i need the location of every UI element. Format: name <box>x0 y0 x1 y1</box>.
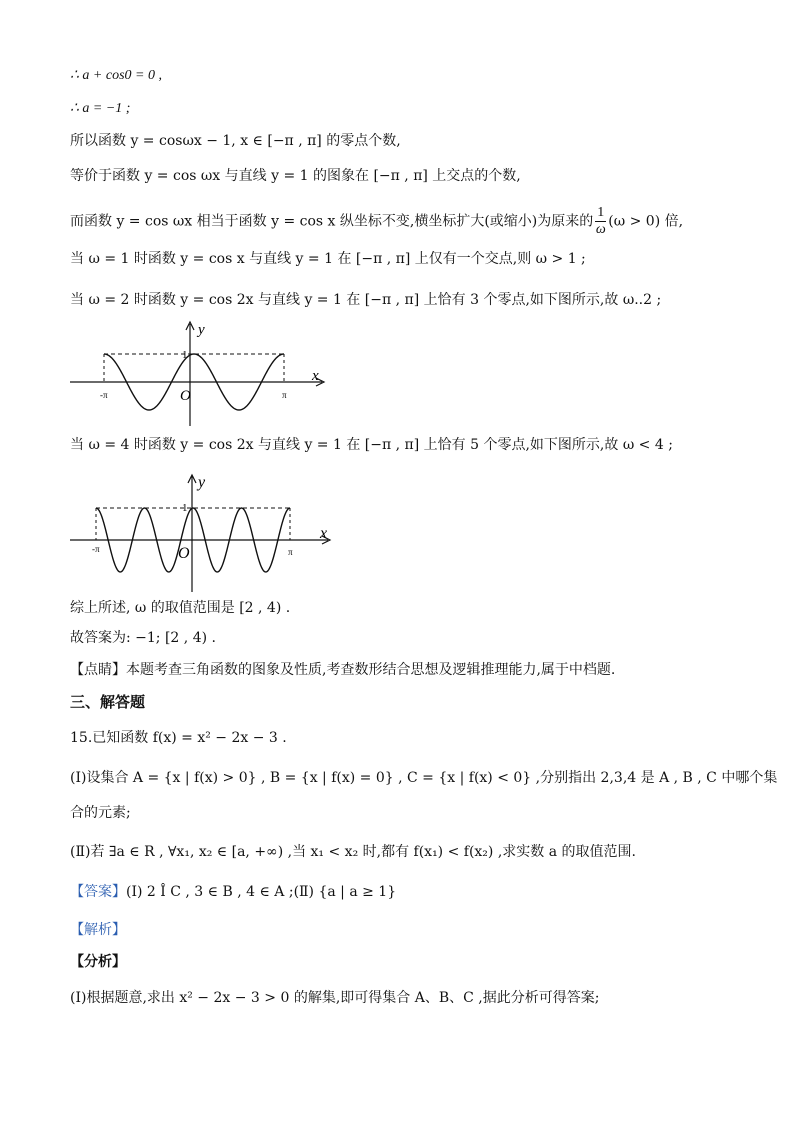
answer-tag: 【答案】 <box>70 884 126 900</box>
text-line: 等价于函数 y = cos ωx 与直线 y = 1 的图象在 [−π , π] 上交点的个数, <box>70 168 521 184</box>
text-line: 当 ω = 1 时函数 y = cos x 与直线 y = 1 在 [−π , π] 上仅有一个交点,则 ω > 1 ; <box>70 251 586 267</box>
one-label: 1 <box>182 502 188 514</box>
problem-part-2: (Ⅱ)若 ∃a ∈ R , ∀x₁, x₂ ∈ [a, +∞) ,当 x₁ < x₂ 时,都有 f(x₁) < f(x₂) ,求实数 a 的取值范围. <box>70 844 636 860</box>
text-line: (Ⅰ)根据题意,求出 x² − 2x − 3 > 0 的解集,即可得集合 A、B、C ,据此分析可得答案; <box>70 990 600 1006</box>
one-label: 1 <box>182 349 188 361</box>
analysis-tag: 【解析】 <box>70 922 126 938</box>
text-line <box>70 205 683 238</box>
right-bound-label: π <box>282 390 287 400</box>
x-axis-label: x <box>312 368 319 384</box>
cosine-graph-omega-4 <box>70 470 335 595</box>
text-segment: 而函数 y = cos ωx 相当于函数 y = cos x 纵坐标不变,横坐标扩大(或缩小)为原来的 <box>70 213 594 230</box>
cosine-graph-omega-2 <box>70 318 330 428</box>
solution-tag: 【分析】 <box>70 954 126 970</box>
problem-statement: 15.已知函数 f(x) = x² − 2x − 3 . <box>70 730 287 746</box>
section-heading: 三、解答题 <box>70 693 146 711</box>
text-line: 当 ω = 4 时函数 y = cos 2x 与直线 y = 1 在 [−π , π] 上恰有 5 个零点,如下图所示,故 ω < 4 ; <box>70 437 673 453</box>
right-bound-label: π <box>288 547 293 557</box>
answer-line <box>70 882 396 902</box>
text-line: 所以函数 y = cosωx − 1, x ∈ [−π , π] 的零点个数, <box>70 133 401 149</box>
y-axis-label: y <box>198 322 205 338</box>
text-line: 故答案为: −1; [2 , 4) . <box>70 630 216 646</box>
fraction-numerator: 1 <box>597 205 605 220</box>
left-bound-label: -π <box>92 544 100 554</box>
origin-label: O <box>180 388 191 404</box>
left-bound-label: -π <box>100 390 108 400</box>
fraction <box>595 205 606 238</box>
text-line: 综上所述, ω 的取值范围是 [2 , 4) . <box>70 600 291 616</box>
text-segment: (ω > 0) 倍, <box>608 213 684 230</box>
origin-label: O <box>178 545 190 562</box>
fraction-denominator: ω <box>595 222 606 237</box>
remark-line: 【点睛】本题考查三角函数的图象及性质,考查数形结合思想及逻辑推理能力,属于中档题. <box>70 662 616 678</box>
answer-content: (Ⅰ) 2 Î C , 3 ∈ B , 4 ∈ A ;(Ⅱ) {a | a ≥ 1} <box>126 884 397 900</box>
text-line: 当 ω = 2 时函数 y = cos 2x 与直线 y = 1 在 [−π , π] 上恰有 3 个零点,如下图所示,故 ω..2 ; <box>70 292 662 308</box>
problem-part-1: (Ⅰ)设集合 A = {x | f(x) > 0} , B = {x | f(x) = 0} , C = {x | f(x) < 0} ,分别指出 2,3,4 是 A , B , C 中哪个集 <box>70 770 778 786</box>
text-line: ∴ a + cos0 = 0 , <box>70 68 162 83</box>
x-axis-label: x <box>320 525 328 542</box>
y-axis-label: y <box>198 474 206 491</box>
text-line: ∴ a = −1 ; <box>70 101 131 116</box>
problem-part-1-cont: 合的元素; <box>70 805 131 821</box>
